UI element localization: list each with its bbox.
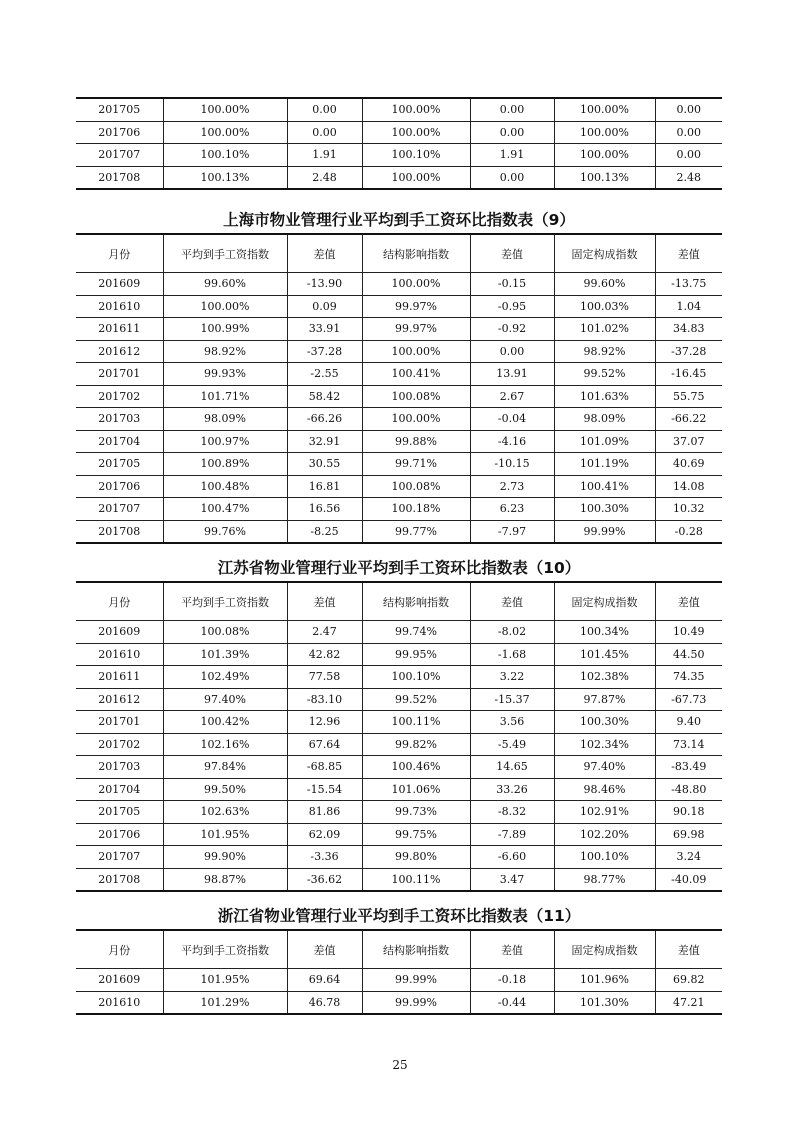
table-cell: 2.48	[655, 166, 722, 189]
table-row	[76, 846, 722, 869]
table-row	[76, 273, 722, 296]
table-row	[76, 666, 722, 689]
table-cell: 201612	[76, 688, 163, 711]
table-cell: 100.11%	[362, 868, 470, 891]
table-cell: 101.39%	[163, 643, 287, 666]
table-cell: -83.49	[655, 756, 722, 779]
table-cell: -13.75	[655, 273, 722, 296]
table-cell: 99.88%	[362, 430, 470, 453]
table9-body	[76, 273, 722, 544]
table-cell: 33.91	[287, 318, 362, 341]
table11-body	[76, 969, 722, 1015]
table10-body	[76, 621, 722, 892]
table-cell: 100.11%	[362, 711, 470, 734]
table-cell: 10.49	[655, 621, 722, 644]
table-cell: 201706	[76, 823, 163, 846]
column-header: 结构影响指数	[362, 234, 470, 273]
table-cell: 44.50	[655, 643, 722, 666]
table-cell: 101.29%	[163, 991, 287, 1014]
table-cell: 99.97%	[362, 318, 470, 341]
table-cell: 201707	[76, 144, 163, 167]
table-cell: 102.63%	[163, 801, 287, 824]
table-cell: 201705	[76, 801, 163, 824]
column-header: 平均到手工资指数	[163, 930, 287, 969]
table9-header-row	[76, 234, 722, 273]
table-cell: 99.73%	[362, 801, 470, 824]
table-cell: -36.62	[287, 868, 362, 891]
table-cell: 201612	[76, 340, 163, 363]
table-cell: 14.08	[655, 475, 722, 498]
table-cell: 100.00%	[554, 98, 655, 121]
table-cell: 100.30%	[554, 498, 655, 521]
table-cell: 16.56	[287, 498, 362, 521]
table-cell: -15.54	[287, 778, 362, 801]
table-row	[76, 778, 722, 801]
table-cell: 101.19%	[554, 453, 655, 476]
table-cell: 100.99%	[163, 318, 287, 341]
table-cell: -4.16	[470, 430, 554, 453]
table-cell: 99.50%	[163, 778, 287, 801]
table-cell: 201705	[76, 98, 163, 121]
table-cell: 98.87%	[163, 868, 287, 891]
table-cell: 42.82	[287, 643, 362, 666]
table-cell: 32.91	[287, 430, 362, 453]
column-header: 差值	[470, 234, 554, 273]
table-row	[76, 475, 722, 498]
table-row	[76, 340, 722, 363]
table10-header-row	[76, 582, 722, 621]
table-cell: 58.42	[287, 385, 362, 408]
column-header: 差值	[470, 582, 554, 621]
table-cell: 0.00	[470, 121, 554, 144]
table-cell: -16.45	[655, 363, 722, 386]
table-cell: 0.09	[287, 295, 362, 318]
table-cell: 100.10%	[362, 144, 470, 167]
table-cell: -0.18	[470, 969, 554, 992]
table-row	[76, 98, 722, 121]
table-cell: 102.20%	[554, 823, 655, 846]
table-cell: 81.86	[287, 801, 362, 824]
table-cell: 99.52%	[362, 688, 470, 711]
table-cell: 99.90%	[163, 846, 287, 869]
table-cell: 98.09%	[163, 408, 287, 431]
table-row	[76, 969, 722, 992]
table-cell: 100.00%	[163, 121, 287, 144]
table-cell: 101.06%	[362, 778, 470, 801]
table-row	[76, 868, 722, 891]
table-cell: -0.95	[470, 295, 554, 318]
table10	[76, 581, 722, 892]
table-cell: 101.63%	[554, 385, 655, 408]
table-cell: 100.13%	[554, 166, 655, 189]
table-cell: 102.49%	[163, 666, 287, 689]
table-cell: -67.73	[655, 688, 722, 711]
column-header: 固定构成指数	[554, 234, 655, 273]
table-cell: 1.04	[655, 295, 722, 318]
table-cell: 6.23	[470, 498, 554, 521]
table-cell: 100.89%	[163, 453, 287, 476]
table-cell: 99.52%	[554, 363, 655, 386]
table-cell: 100.00%	[163, 295, 287, 318]
page-number: 25	[392, 1058, 408, 1072]
table-cell: 99.75%	[362, 823, 470, 846]
table-cell: 99.99%	[554, 520, 655, 543]
table-cell: 98.92%	[554, 340, 655, 363]
table-cell: 100.00%	[362, 98, 470, 121]
column-header: 月份	[76, 234, 163, 273]
table-cell: 98.46%	[554, 778, 655, 801]
table-cell: 33.26	[470, 778, 554, 801]
table-cell: 0.00	[470, 340, 554, 363]
table-cell: 201707	[76, 846, 163, 869]
table-cell: 201609	[76, 969, 163, 992]
table-row	[76, 711, 722, 734]
table-cell: 201705	[76, 453, 163, 476]
table-cell: 100.41%	[554, 475, 655, 498]
table-row	[76, 453, 722, 476]
table-cell: -7.89	[470, 823, 554, 846]
table-row	[76, 121, 722, 144]
table-cell: 201706	[76, 475, 163, 498]
table-cell: 3.56	[470, 711, 554, 734]
table-cell: -8.25	[287, 520, 362, 543]
table-cell: 101.95%	[163, 823, 287, 846]
table-cell: 14.65	[470, 756, 554, 779]
table-cell: 100.00%	[554, 144, 655, 167]
column-header: 固定构成指数	[554, 930, 655, 969]
table-cell: 97.84%	[163, 756, 287, 779]
table-cell: -37.28	[287, 340, 362, 363]
table-cell: 102.91%	[554, 801, 655, 824]
table-cell: -0.28	[655, 520, 722, 543]
table-cell: 62.09	[287, 823, 362, 846]
table-cell: -68.85	[287, 756, 362, 779]
table-cell: 100.00%	[362, 340, 470, 363]
table-cell: 100.10%	[163, 144, 287, 167]
table-cell: -3.36	[287, 846, 362, 869]
table-cell: 0.00	[655, 98, 722, 121]
table-cell: 100.41%	[362, 363, 470, 386]
table-row	[76, 621, 722, 644]
table-cell: 100.13%	[163, 166, 287, 189]
table-cell: 98.09%	[554, 408, 655, 431]
table-cell: 101.30%	[554, 991, 655, 1014]
table-cell: 201611	[76, 318, 163, 341]
table-cell: 100.46%	[362, 756, 470, 779]
table-cell: 201611	[76, 666, 163, 689]
table-cell: -13.90	[287, 273, 362, 296]
table-cell: 3.24	[655, 846, 722, 869]
table-cell: 99.71%	[362, 453, 470, 476]
table-cell: -8.32	[470, 801, 554, 824]
table-cell: 16.81	[287, 475, 362, 498]
table-row	[76, 166, 722, 189]
table-cell: 0.00	[655, 144, 722, 167]
table-cell: 101.96%	[554, 969, 655, 992]
table-cell: 201702	[76, 385, 163, 408]
table-cell: 0.00	[655, 121, 722, 144]
table-cell: 201609	[76, 273, 163, 296]
column-header: 差值	[655, 582, 722, 621]
table-cell: -40.09	[655, 868, 722, 891]
table-cell: 102.34%	[554, 733, 655, 756]
table-row	[76, 643, 722, 666]
table11-header-row	[76, 930, 722, 969]
table-cell: 0.00	[470, 98, 554, 121]
table-row	[76, 688, 722, 711]
table-cell: 201703	[76, 756, 163, 779]
table-cell: -8.02	[470, 621, 554, 644]
table-cell: 69.64	[287, 969, 362, 992]
table10-title: 江苏省物业管理行业平均到手工资环比指数表（10）	[217, 559, 581, 577]
table-cell: -66.22	[655, 408, 722, 431]
table-cell: 100.00%	[554, 121, 655, 144]
table-cell: 100.42%	[163, 711, 287, 734]
table-cell: -66.26	[287, 408, 362, 431]
table-cell: 10.32	[655, 498, 722, 521]
table-cell: 201708	[76, 166, 163, 189]
table-cell: 100.34%	[554, 621, 655, 644]
table-cell: 99.82%	[362, 733, 470, 756]
table-cell: -1.68	[470, 643, 554, 666]
table-cell: 12.96	[287, 711, 362, 734]
table-cell: 30.55	[287, 453, 362, 476]
table-cell: -6.60	[470, 846, 554, 869]
column-header: 平均到手工资指数	[163, 582, 287, 621]
column-header: 差值	[655, 234, 722, 273]
table-cell: 0.00	[470, 166, 554, 189]
table-cell: -0.44	[470, 991, 554, 1014]
table-row	[76, 408, 722, 431]
table-cell: 201707	[76, 498, 163, 521]
table-row	[76, 520, 722, 543]
column-header: 固定构成指数	[554, 582, 655, 621]
table-cell: 101.71%	[163, 385, 287, 408]
table-cell: 100.10%	[554, 846, 655, 869]
table-cell: 100.00%	[362, 273, 470, 296]
table-cell: 101.02%	[554, 318, 655, 341]
table-cell: 100.48%	[163, 475, 287, 498]
table-cell: 100.00%	[362, 121, 470, 144]
table-cell: 0.00	[287, 121, 362, 144]
table-cell: 69.98	[655, 823, 722, 846]
table-cell: 37.07	[655, 430, 722, 453]
table-cell: 47.21	[655, 991, 722, 1014]
table-cell: 101.95%	[163, 969, 287, 992]
table-cell: -2.55	[287, 363, 362, 386]
column-header: 月份	[76, 582, 163, 621]
table-cell: 3.22	[470, 666, 554, 689]
table-cell: 55.75	[655, 385, 722, 408]
table-cell: 201701	[76, 363, 163, 386]
table-cell: 97.40%	[163, 688, 287, 711]
table-cell: -0.92	[470, 318, 554, 341]
table-cell: 100.08%	[163, 621, 287, 644]
table-cell: 102.38%	[554, 666, 655, 689]
column-header: 差值	[287, 930, 362, 969]
table-cell: 99.97%	[362, 295, 470, 318]
table11-title: 浙江省物业管理行业平均到手工资环比指数表（11）	[217, 907, 581, 925]
table-row	[76, 756, 722, 779]
table-cell: 97.40%	[554, 756, 655, 779]
table-row	[76, 498, 722, 521]
table-cell: 0.00	[287, 98, 362, 121]
table-row	[76, 801, 722, 824]
table-row	[76, 823, 722, 846]
table-cell: 73.14	[655, 733, 722, 756]
table9	[76, 233, 722, 544]
table-cell: 201609	[76, 621, 163, 644]
table-cell: -0.04	[470, 408, 554, 431]
table-cell: 201610	[76, 991, 163, 1014]
table-row	[76, 295, 722, 318]
table-cell: 98.77%	[554, 868, 655, 891]
table-cell: 99.60%	[163, 273, 287, 296]
table-cell: 201703	[76, 408, 163, 431]
table-row	[76, 363, 722, 386]
table-cell: -7.97	[470, 520, 554, 543]
table-cell: 3.47	[470, 868, 554, 891]
table-cell: -48.80	[655, 778, 722, 801]
table-row	[76, 385, 722, 408]
table-cell: 100.08%	[362, 385, 470, 408]
table-cell: 201701	[76, 711, 163, 734]
table-cell: 100.10%	[362, 666, 470, 689]
table-cell: 13.91	[470, 363, 554, 386]
table-cell: 100.47%	[163, 498, 287, 521]
table-cell: -0.15	[470, 273, 554, 296]
column-header: 结构影响指数	[362, 930, 470, 969]
table-cell: 201704	[76, 430, 163, 453]
table-cell: 99.77%	[362, 520, 470, 543]
table-cell: 100.00%	[163, 98, 287, 121]
table-cell: 2.47	[287, 621, 362, 644]
table-cell: 100.00%	[362, 166, 470, 189]
table-cell: 201702	[76, 733, 163, 756]
table-cell: 34.83	[655, 318, 722, 341]
column-header: 差值	[655, 930, 722, 969]
table-cell: 67.64	[287, 733, 362, 756]
table-row	[76, 733, 722, 756]
table-cell: 100.18%	[362, 498, 470, 521]
table-cell: 99.80%	[362, 846, 470, 869]
column-header: 差值	[287, 234, 362, 273]
table-cell: 99.93%	[163, 363, 287, 386]
table-cell: 99.95%	[362, 643, 470, 666]
table-cell: 74.35	[655, 666, 722, 689]
table-cell: 100.97%	[163, 430, 287, 453]
table-cell: 1.91	[470, 144, 554, 167]
table-cell: 201610	[76, 643, 163, 666]
table-row	[76, 991, 722, 1014]
table-cell: -5.49	[470, 733, 554, 756]
table-cell: 100.08%	[362, 475, 470, 498]
column-header: 结构影响指数	[362, 582, 470, 621]
continued-table-body	[76, 98, 722, 189]
table-cell: 98.92%	[163, 340, 287, 363]
continued-table	[76, 97, 722, 190]
table-cell: 102.16%	[163, 733, 287, 756]
table-row	[76, 318, 722, 341]
table-cell: 99.99%	[362, 969, 470, 992]
table9-title: 上海市物业管理行业平均到手工资环比指数表（9）	[223, 211, 575, 229]
table-cell: 77.58	[287, 666, 362, 689]
table-cell: 97.87%	[554, 688, 655, 711]
table-cell: -37.28	[655, 340, 722, 363]
table-cell: 99.76%	[163, 520, 287, 543]
table-cell: 2.73	[470, 475, 554, 498]
table-cell: 101.09%	[554, 430, 655, 453]
table-cell: 90.18	[655, 801, 722, 824]
table-cell: 2.67	[470, 385, 554, 408]
table-row	[76, 430, 722, 453]
table-cell: 201704	[76, 778, 163, 801]
table-cell: 201610	[76, 295, 163, 318]
table-cell: 99.99%	[362, 991, 470, 1014]
table-cell: -10.15	[470, 453, 554, 476]
column-header: 差值	[287, 582, 362, 621]
table-cell: 1.91	[287, 144, 362, 167]
table-cell: -15.37	[470, 688, 554, 711]
table-cell: 40.69	[655, 453, 722, 476]
table-cell: 101.45%	[554, 643, 655, 666]
table-row	[76, 144, 722, 167]
table-cell: 201708	[76, 520, 163, 543]
table-cell: 100.03%	[554, 295, 655, 318]
column-header: 差值	[470, 930, 554, 969]
table-cell: 69.82	[655, 969, 722, 992]
table-cell: 201708	[76, 868, 163, 891]
table-cell: 9.40	[655, 711, 722, 734]
table-cell: 46.78	[287, 991, 362, 1014]
column-header: 月份	[76, 930, 163, 969]
table-cell: 99.60%	[554, 273, 655, 296]
table11	[76, 929, 722, 1015]
table-cell: 2.48	[287, 166, 362, 189]
table-cell: -83.10	[287, 688, 362, 711]
table-cell: 201706	[76, 121, 163, 144]
column-header: 平均到手工资指数	[163, 234, 287, 273]
table-cell: 99.74%	[362, 621, 470, 644]
table-cell: 100.30%	[554, 711, 655, 734]
table-cell: 100.00%	[362, 408, 470, 431]
